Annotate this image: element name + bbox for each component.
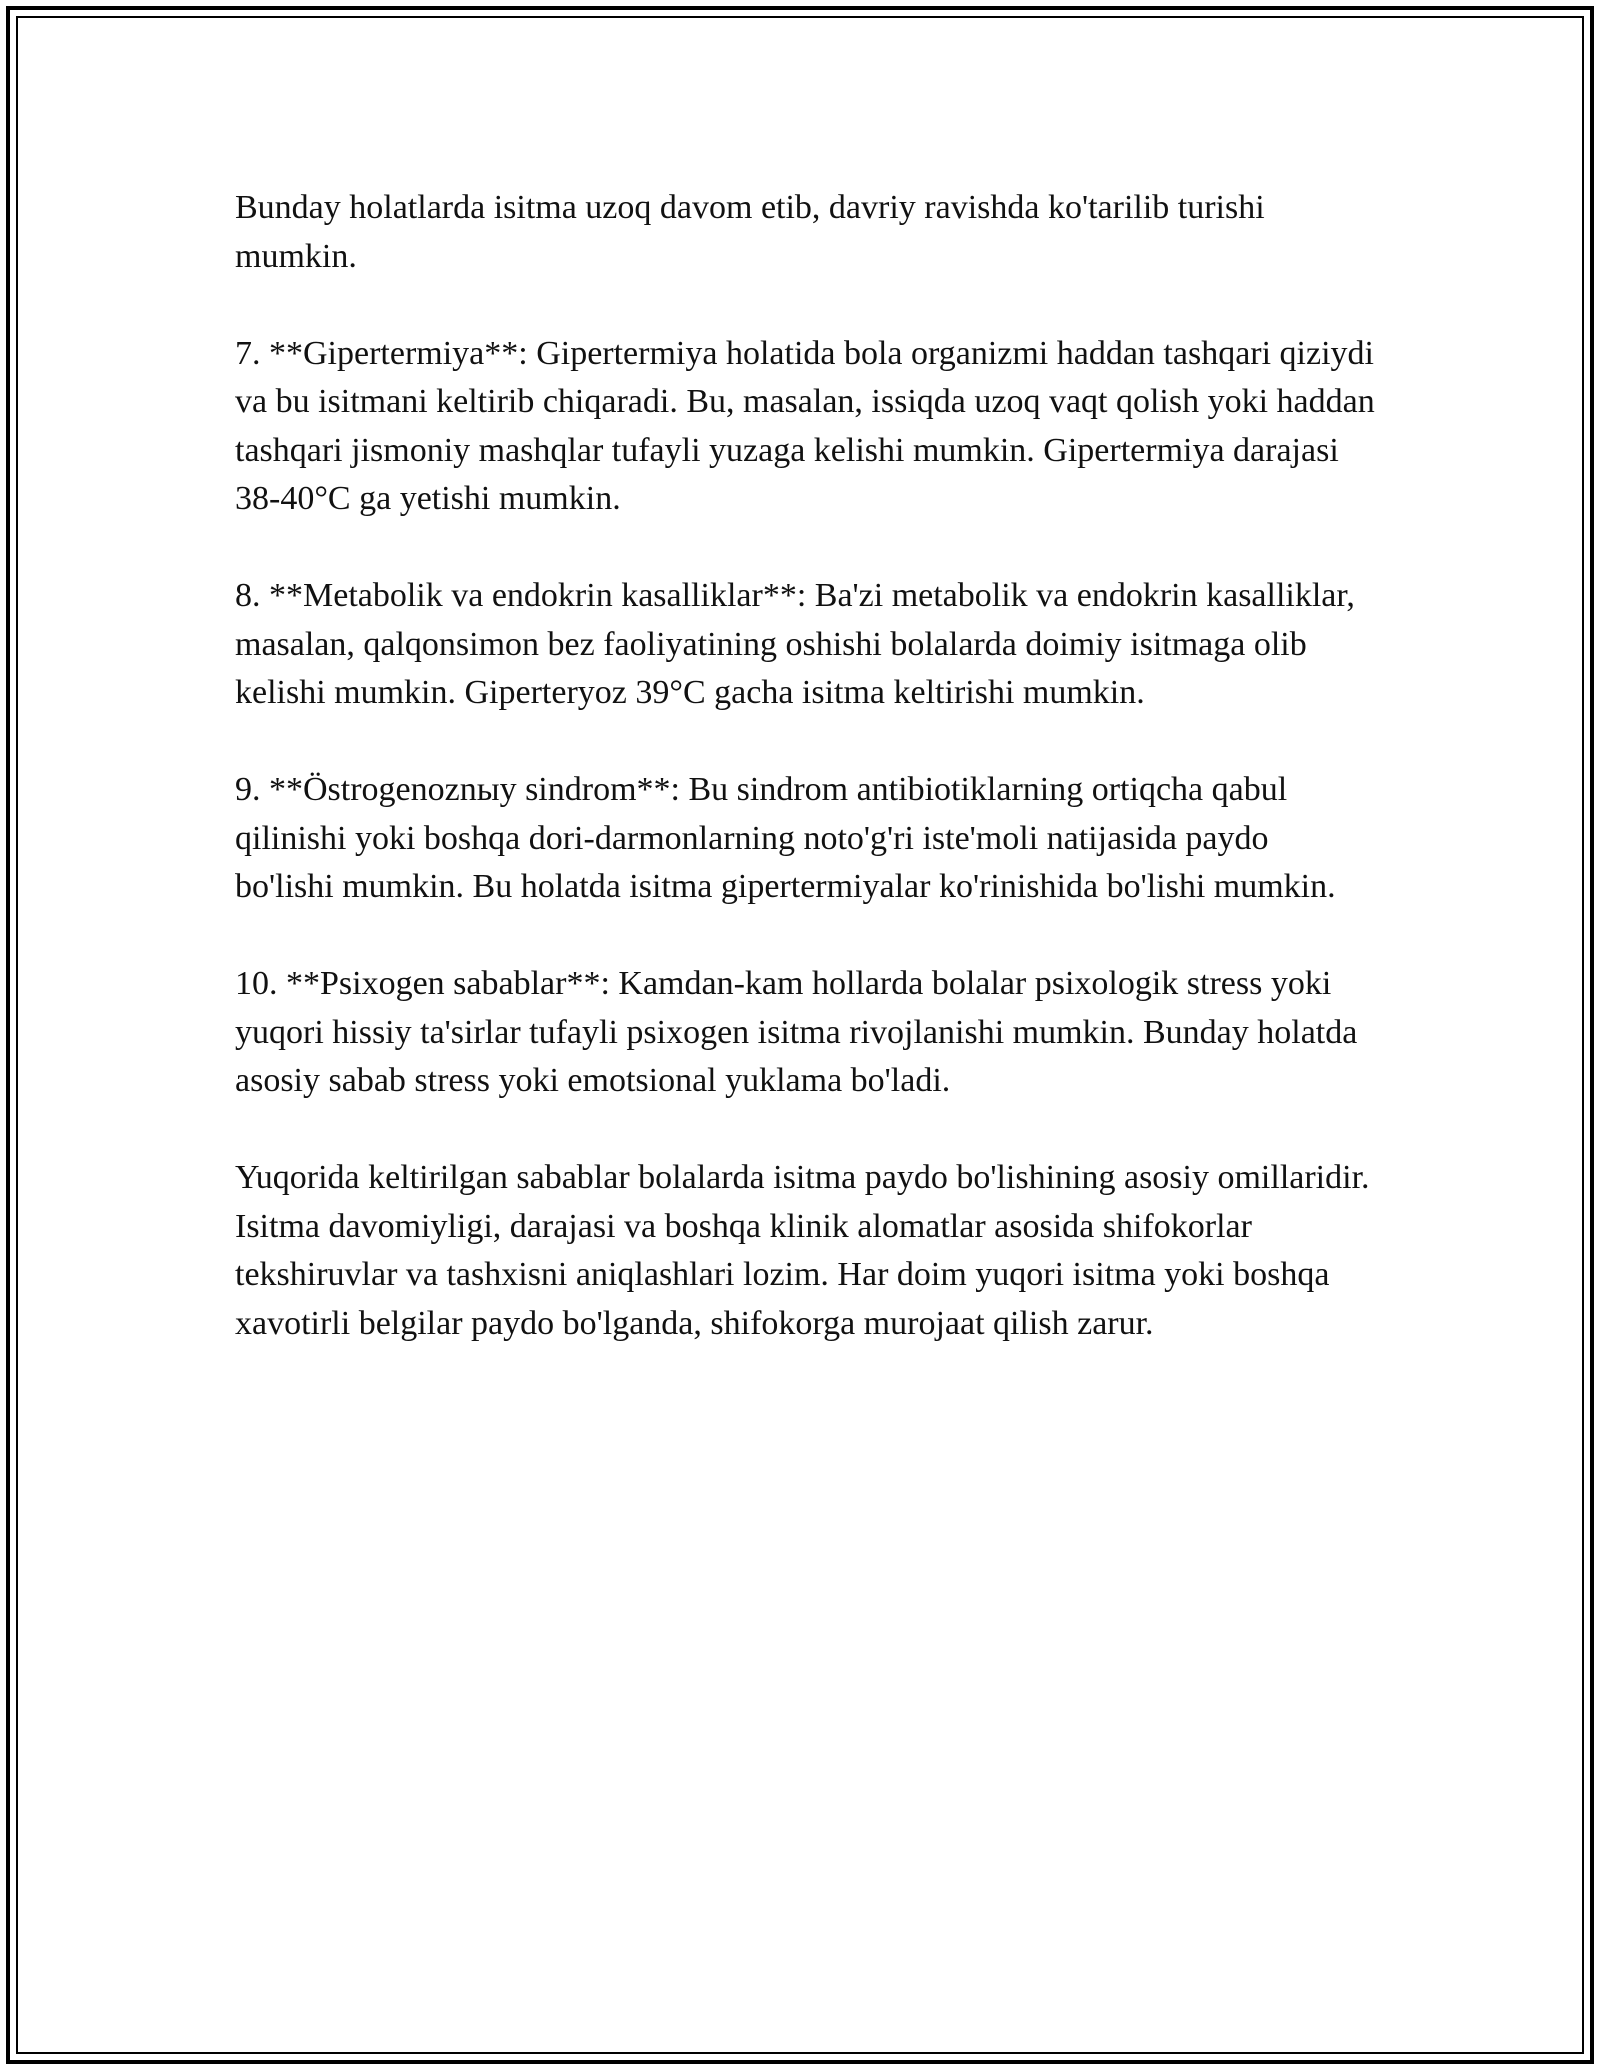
paragraph-item-10-psixogen: 10. **Psixogen sabablar**: Kamdan-kam hollarda bolalar psixologik stress yoki yuqori hissiy ta'sirlar tufayli psixogen isitma rivojlanishi mumkin. Bunday holatda asosiy sabab stress yoki emotsional yuklama bo'ladi.	[235, 965, 1358, 1099]
paragraph-item-7-gipertermiya: 7. **Gipertermiya**: Gipertermiya holatida bola organizmi haddan tashqari qiziydi va bu isitmani keltirib chiqaradi. Bu, masalan, issiqda uzoq vaqt qolish yoki haddan tashqari jismoniy mashqlar tufayli yuzaga kelishi mumkin. Gipertermiya darajasi 38-40°C ga yetishi mumkin.	[235, 334, 1375, 517]
paragraph-item-9-sindrom: 9. **Östrogenoznыy sindrom**: Bu sindrom antibiotiklarning ortiqcha qabul qilinishi yoki boshqa dori-darmonlarning noto'g'ri iste'moli natijasida paydo bo'lishi mumkin. Bu holatda isitma gipertermiyalar ko'rinishida bo'lishi mumkin.	[235, 771, 1336, 905]
paragraph-item-8-metabolik: 8. **Metabolik va endokrin kasalliklar**: Ba'zi metabolik va endokrin kasalliklar, masalan, qalqonsimon bez faoliyatining oshishi bolalarda doimiy isitmaga olib kelishi mumkin. Giperteryoz 39°C gacha isitma keltirishi mumkin.	[235, 577, 1355, 711]
paragraph-conclusion: Yuqorida keltirilgan sabablar bolalarda isitma paydo bo'lishining asosiy omillaridir. Isitma davomiyligi, darajasi va boshqa klinik alomatlar asosida shifokorlar tekshiruvlar va tashxisni aniqlashlari lozim. Har doim yuqori isitma yoki boshqa xavotirli belgilar paydo bo'lganda, shifokorga murojaat qilish zarur.	[235, 1159, 1370, 1342]
paragraph-continuation: Bunday holatlarda isitma uzoq davom etib, davriy ravishda ko'tarilib turishi mumkin.	[235, 189, 1265, 275]
document-body	[235, 184, 1375, 1348]
